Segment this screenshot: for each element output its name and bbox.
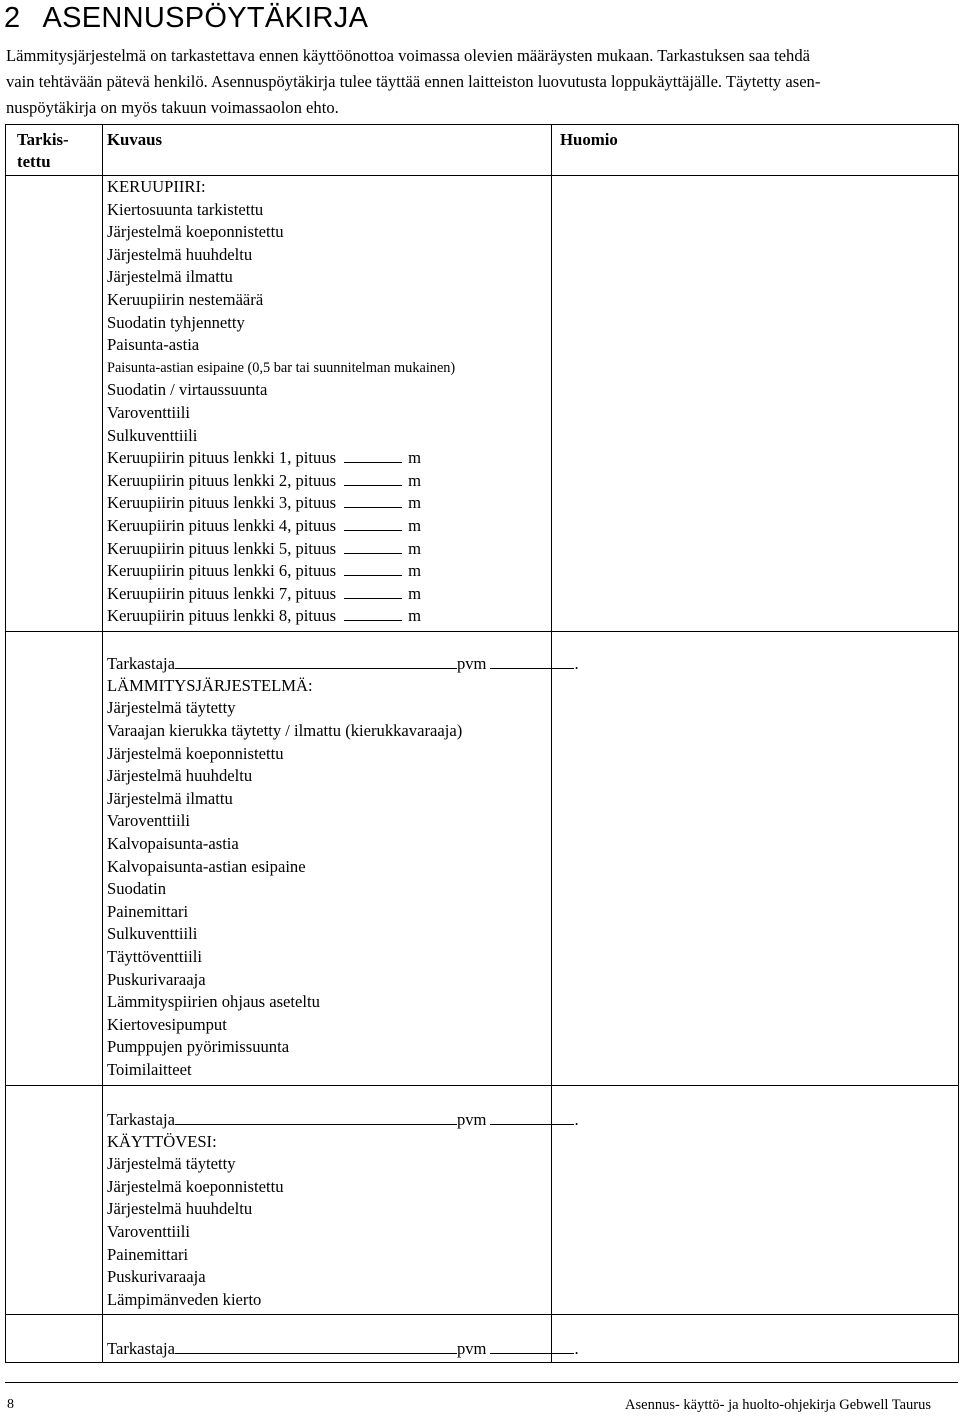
- section-heading: [4, 2, 368, 35]
- section-number: 2: [4, 2, 21, 34]
- unit-label: m: [408, 493, 421, 513]
- checklist-item: Kiertovesipumput: [107, 1014, 227, 1034]
- inspector-label: Tarkastaja: [107, 653, 175, 673]
- checked-cell[interactable]: [6, 1315, 103, 1363]
- notes-cell[interactable]: [552, 631, 959, 1085]
- unit-label: m: [408, 583, 421, 603]
- checklist-item: Järjestelmä koeponnistettu: [107, 743, 284, 763]
- loop-length-row: [107, 560, 551, 583]
- signature-end: .: [574, 653, 579, 673]
- table-header-row: [6, 125, 959, 152]
- checklist-item: Puskurivaraaja: [107, 1267, 206, 1287]
- inspector-label: Tarkastaja: [107, 1109, 175, 1129]
- loop-length-label: Keruupiirin pituus lenkki 5, pituus: [107, 538, 337, 558]
- checklist-item: Lämpimänveden kierto: [107, 1289, 262, 1309]
- installation-checklist-table: [5, 124, 959, 1363]
- inspector-signature-line: [107, 653, 579, 675]
- checked-cell[interactable]: [6, 631, 103, 1085]
- checklist-item: Suodatin tyhjennetty: [107, 312, 245, 332]
- section-title: LÄMMITYSJÄRJESTELMÄ:: [107, 675, 313, 695]
- header-spacer: [103, 151, 552, 176]
- section-row-collector-circuit: [6, 176, 959, 632]
- inspector-blank[interactable]: [175, 653, 457, 669]
- unit-label: m: [408, 606, 421, 626]
- checklist-item: Sulkuventtiili: [107, 924, 198, 944]
- heating-system-cell: [103, 631, 579, 1085]
- checklist-item: Järjestelmä huuhdeltu: [107, 244, 253, 264]
- loop-length-blank[interactable]: [344, 607, 402, 621]
- section-title: KÄYTTÖVESI:: [107, 1131, 217, 1151]
- loop-length-row: [107, 492, 551, 515]
- date-label: pvm: [456, 653, 487, 673]
- date-blank[interactable]: [490, 1338, 574, 1354]
- loop-length-blank[interactable]: [344, 449, 402, 463]
- checklist-item: Varoventtiili: [107, 1221, 190, 1241]
- checklist-item: Puskurivaraaja: [107, 969, 206, 989]
- checklist-item: Paisunta-astia: [107, 335, 200, 355]
- checked-cell[interactable]: [6, 176, 103, 632]
- checked-cell[interactable]: [6, 1085, 103, 1315]
- checked-header-line-2: tettu: [17, 152, 51, 171]
- loop-length-label: Keruupiirin pituus lenkki 4, pituus: [107, 515, 337, 535]
- checklist-item: Painemittari: [107, 1244, 189, 1264]
- section-row-heating-system: [6, 631, 959, 1085]
- loop-length-row: [107, 538, 551, 561]
- checklist-item: Järjestelmä huuhdeltu: [107, 1199, 253, 1219]
- unit-label: m: [408, 470, 421, 490]
- notes-cell[interactable]: [552, 1085, 959, 1315]
- signature-end: .: [574, 1339, 579, 1359]
- loop-length-row: [107, 470, 551, 493]
- checklist-item: Varaajan kierukka täytetty / ilmattu (kierukkavaraaja): [107, 721, 463, 741]
- intro-paragraph: [6, 43, 958, 121]
- loop-length-row: [107, 583, 551, 606]
- final-signature-cell: [103, 1315, 579, 1363]
- checklist-item: Täyttöventtiili: [107, 947, 202, 966]
- section-row-domestic-water: [6, 1085, 959, 1315]
- checklist-item: Järjestelmä huuhdeltu: [107, 766, 253, 786]
- checklist-item: Järjestelmä täytetty: [107, 1154, 236, 1174]
- loop-length-row: [107, 447, 551, 470]
- unit-label: m: [408, 448, 421, 468]
- notes-cell[interactable]: [552, 176, 959, 632]
- loop-length-label: Keruupiirin pituus lenkki 7, pituus: [107, 583, 337, 603]
- inspector-signature-line: [107, 1109, 579, 1131]
- loop-length-label: Keruupiirin pituus lenkki 8, pituus: [107, 606, 337, 626]
- section-title: KERUUPIIRI:: [107, 177, 206, 196]
- page-number: 8: [7, 1397, 14, 1412]
- checklist-item: Järjestelmä ilmattu: [107, 788, 233, 808]
- description-column-header: Kuvaus: [103, 125, 552, 152]
- checklist-item: Varoventtiili: [107, 811, 190, 831]
- collector-circuit-cell: [103, 176, 552, 632]
- intro-line: vain tehtävään pätevä henkilö. Asennuspöytäkirja tulee täyttää ennen laitteiston luovutusta loppukäyttäjälle. Täytetty asen-: [6, 72, 821, 91]
- inspector-signature-line: [107, 1338, 579, 1360]
- domestic-water-cell: [103, 1085, 579, 1315]
- checklist-item: Järjestelmä koeponnistettu: [107, 1176, 284, 1196]
- checked-header-line-1: Tarkis-: [17, 130, 69, 149]
- checklist-item: Järjestelmä ilmattu: [107, 267, 233, 287]
- loop-length-label: Keruupiirin pituus lenkki 3, pituus: [107, 493, 337, 513]
- intro-line: nuspöytäkirja on myös takuun voimassaolon ehto.: [6, 98, 339, 117]
- loop-length-blank[interactable]: [344, 472, 402, 486]
- checklist-item: Painemittari: [107, 901, 189, 921]
- loop-length-row: [107, 515, 551, 538]
- inspector-blank[interactable]: [175, 1109, 457, 1125]
- checklist-item: Toimilaitteet: [107, 1059, 192, 1079]
- loop-length-blank[interactable]: [344, 494, 402, 508]
- section-title: ASENNUSPÖYTÄKIRJA: [42, 2, 369, 34]
- loop-length-blank[interactable]: [344, 540, 402, 554]
- checklist-item: Järjestelmä koeponnistettu: [107, 222, 284, 242]
- checklist-item: Kiertosuunta tarkistettu: [107, 199, 264, 219]
- unit-label: m: [408, 561, 421, 581]
- loop-length-blank[interactable]: [344, 562, 402, 576]
- date-label: pvm: [456, 1109, 487, 1129]
- loop-length-label: Keruupiirin pituus lenkki 6, pituus: [107, 561, 337, 581]
- checklist-item: Sulkuventtiili: [107, 425, 198, 445]
- loop-length-blank[interactable]: [344, 517, 402, 531]
- loop-length-blank[interactable]: [344, 585, 402, 599]
- footer-title: Asennus- käyttö- ja huolto-ohjekirja Gebwell Taurus: [625, 1397, 931, 1413]
- checklist-item: Pumppujen pyörimissuunta: [107, 1037, 290, 1057]
- checklist-item: Varoventtiili: [107, 402, 190, 422]
- checklist-item: Paisunta-astian esipaine (0,5 bar tai suunnitelman mukainen): [107, 359, 456, 376]
- loop-length-label: Keruupiirin pituus lenkki 2, pituus: [107, 470, 337, 490]
- intro-line: Lämmitysjärjestelmä on tarkastettava ennen käyttöönottoa voimassa olevien määräysten mukaan. Tarkastuksen saa tehdä: [6, 46, 810, 65]
- date-label: pvm: [456, 1339, 487, 1359]
- inspector-blank[interactable]: [175, 1338, 457, 1354]
- notes-cell[interactable]: [552, 1315, 959, 1363]
- date-blank[interactable]: [490, 1109, 574, 1125]
- checklist-item: Lämmityspiirien ohjaus aseteltu: [107, 992, 320, 1012]
- checked-column-header: [6, 125, 103, 176]
- notes-column-header: Huomio: [552, 125, 959, 176]
- date-blank[interactable]: [490, 653, 574, 669]
- footer-divider: [5, 1382, 958, 1383]
- loop-length-row: [107, 605, 551, 628]
- final-signature-row: [6, 1315, 959, 1363]
- unit-label: m: [408, 515, 421, 535]
- checklist-item: Kalvopaisunta-astian esipaine: [107, 856, 306, 876]
- loop-length-label: Keruupiirin pituus lenkki 1, pituus: [107, 448, 337, 468]
- signature-end: .: [574, 1109, 579, 1129]
- checklist-item: Suodatin: [107, 879, 167, 899]
- checklist-item: Kalvopaisunta-astia: [107, 834, 239, 854]
- checklist-item: Järjestelmä täytetty: [107, 698, 236, 718]
- checklist-item: Suodatin / virtaussuunta: [107, 380, 268, 400]
- inspector-label: Tarkastaja: [107, 1339, 175, 1359]
- checklist-item: Keruupiirin nestemäärä: [107, 289, 264, 309]
- unit-label: m: [408, 538, 421, 558]
